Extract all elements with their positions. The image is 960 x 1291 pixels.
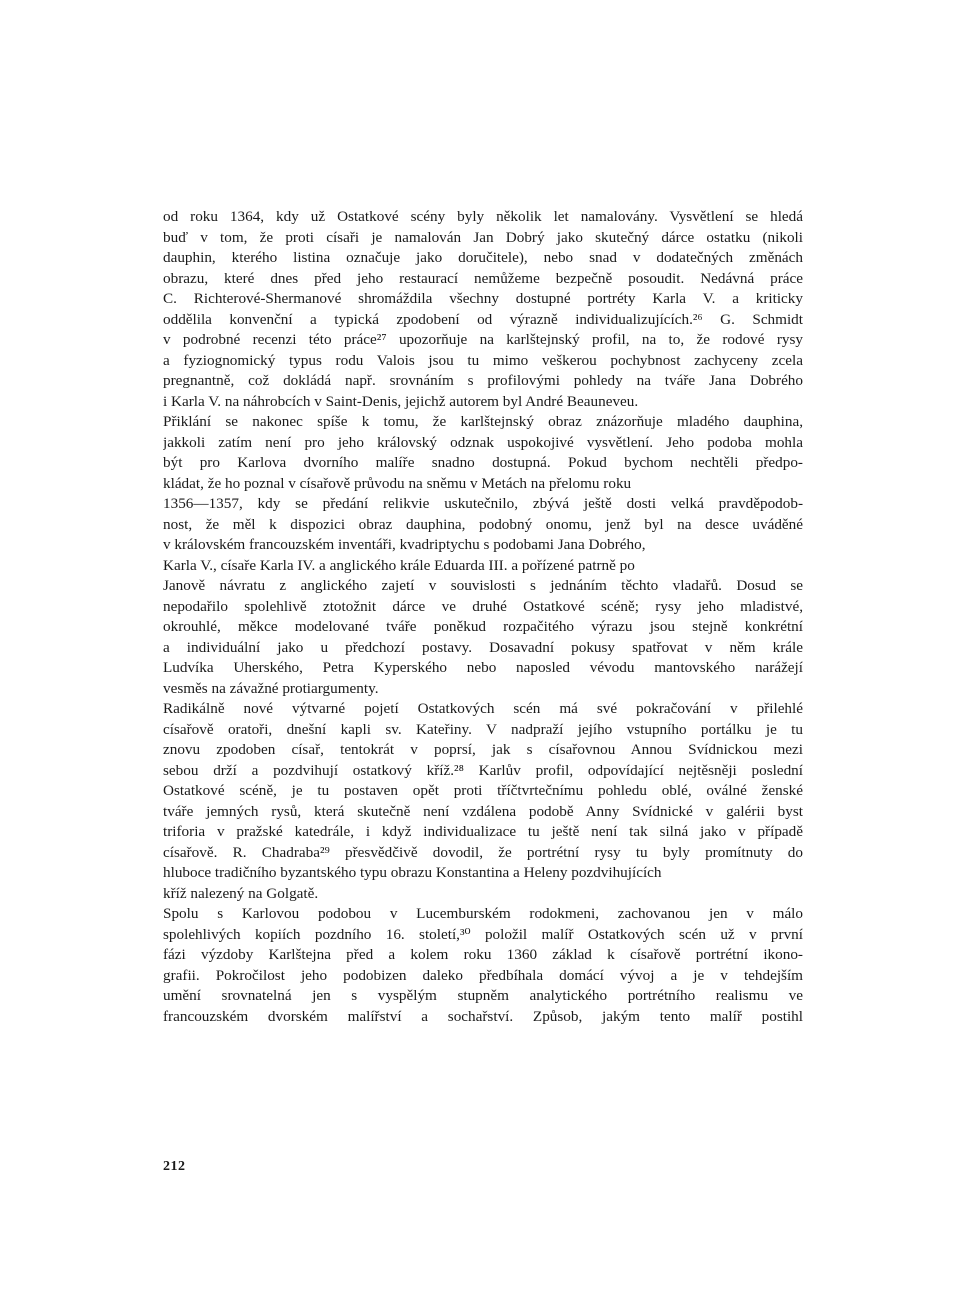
text-line: Spolu s Karlovou podobou v Lucemburském rodokmeni, zachovanou jen v málo — [163, 905, 803, 922]
text-line: francouzském dvorském malířství a sochařství. Způsob, jakým tento malíř postihl — [163, 1007, 803, 1025]
text-line: v podrobné recenzi této práce²⁷ upozorňuje na karlštejnský profil, na to, že rodové rysy — [163, 331, 803, 348]
text-line: hluboce tradičního byzantského typu obrazu Konstantina a Heleny pozdvihujících — [163, 864, 662, 881]
text-line: Radikálně nové výtvarné pojetí Ostatkových scén má své pokračování v přilehlé — [163, 700, 803, 717]
text-line: 1356—1357, kdy se předání relikvie uskutečnilo, zbývá ještě dosti velká pravděpodob- — [163, 495, 803, 512]
text-line: císařově oratoři, dnešní kapli sv. Kateřiny. V nadpraží jejího vstupního portálku je tu — [163, 720, 803, 738]
text-line: fázi výzdoby Karlštejna před a kolem roku 1360 základ k císařově portrétní ikono- — [163, 946, 803, 963]
body-text — [163, 207, 803, 1027]
text-line: buď v tom, že proti císaři je namalován Jan Dobrý jako skutečný dárce ostatku (nikoli — [163, 228, 803, 246]
text-line: nost, že měl k dispozici obraz dauphina, podobný onomu, jenž byl na desce uváděné — [163, 515, 803, 533]
text-line: i Karla V. na náhrobcích v Saint-Denis, jejichž autorem byl André Beauneveu. — [163, 392, 639, 410]
text-line: kříž nalezený na Golgatě. — [163, 884, 319, 902]
text-line: od roku 1364, kdy už Ostatkové scény byly několik let namalovány. Vysvětlení se hledá — [163, 208, 803, 225]
text-line: v královském francouzském inventáři, kvadriptychu s podobami Jana Dobrého, — [163, 536, 646, 553]
page-number: 212 — [163, 1159, 186, 1174]
text-line: pregnantně, což dokládá např. srovnáním s profilovými pohledy na tváře Jana Dobrého — [163, 372, 803, 389]
text-line: triforia v pražské katedrále, i když individualizace tu ještě není tak silná jako v případě — [163, 823, 803, 840]
text-line: Ludvíka Uherského, Petra Kyperského nebo naposled vévodu mantovského narážejí — [163, 659, 803, 676]
text-line: nepodařilo spolehlivě ztotožnit dárce ve druhé Ostatkové scéně; rysy jeho mladistvé, — [163, 597, 803, 615]
text-line: a individuální jako u předchozí postavy. Dosavadní pokusy spatřovat v něm krále — [163, 638, 803, 656]
text-line: C. Richterové-Shermanové shromáždila všechny dostupné portréty Karla V. a kriticky — [163, 290, 803, 307]
text-line: vesměs na závažné protiargumenty. — [163, 679, 379, 697]
text-line: okrouhlé, měkce modelované tváře poněkud rozpačitého výrazu jsou stejně konkrétní — [163, 618, 803, 635]
text-line: Karla V., císaře Karla IV. a anglického krále Eduarda III. a pořízené patrně po — [163, 556, 635, 574]
text-line: oddělila konvenční a typická zpodobení od výrazně individualizujících.²⁶ G. Schmidt — [163, 310, 803, 328]
text-line: císařově. R. Chadraba²⁹ přesvědčivě dovodil, že portrétní rysy tu byly promítnuty do — [163, 843, 803, 861]
text-line: tváře jemných rysů, která skutečně není vzdálena podobě Anny Svídnické v galérii byst — [163, 802, 803, 820]
text-line: dauphin, kterého listina označuje jako doručitele), nebo snad v dodatečných změnách — [163, 249, 803, 266]
text-line: sebou drží a pozdvihují ostatkový kříž.²⁸ Karlův profil, odpovídající nejtěsněji poslední — [163, 761, 803, 779]
text-line: obrazu, které dnes před jeho restaurací nemůžeme bezpečně posoudit. Nedávná práce — [163, 269, 803, 287]
text-line: grafii. Pokročilost jeho podobizen daleko předbíhala domácí vývoj a je v tehdejším — [163, 966, 803, 984]
text-line: být pro Karlova dvorního malíře snadno dostupná. Pokud bychom nechtěli předpo- — [163, 454, 803, 471]
text-line: jakkoli zatím není pro jeho královský odznak uspokojivé vysvětlení. Jeho podoba mohla — [163, 433, 803, 451]
text-line: umění srovnatelná jen s vyspělým stupněm analytického portrétního realismu ve — [163, 987, 803, 1004]
text-line: Janově návratu z anglického zajetí v souvislosti s jednáním těchto vladařů. Dosud se — [163, 577, 803, 594]
text-line: Přiklání se nakonec spíše k tomu, že karlštejnský obraz znázorňuje mladého dauphina, — [163, 413, 803, 430]
text-line: a fyziognomický typus rodu Valois jsou tu mimo veškerou pochybnost zachyceny zcela — [163, 351, 803, 369]
text-line: spolehlivých kopiích pozdního 16. století,³⁰ položil malíř Ostatkových scén už v první — [163, 925, 803, 943]
text-line: Ostatkové scéně, je tu postaven opět proti tříčtvrtečnímu pohledu oblé, oválné ženské — [163, 782, 803, 799]
text-line: znovu zpodoben císař, tentokrát v poprsí, jak s císařovnou Annou Svídnickou mezi — [163, 741, 803, 758]
text-line: kládat, že ho poznal v císařově průvodu na sněmu v Metách na přelomu roku — [163, 474, 632, 492]
